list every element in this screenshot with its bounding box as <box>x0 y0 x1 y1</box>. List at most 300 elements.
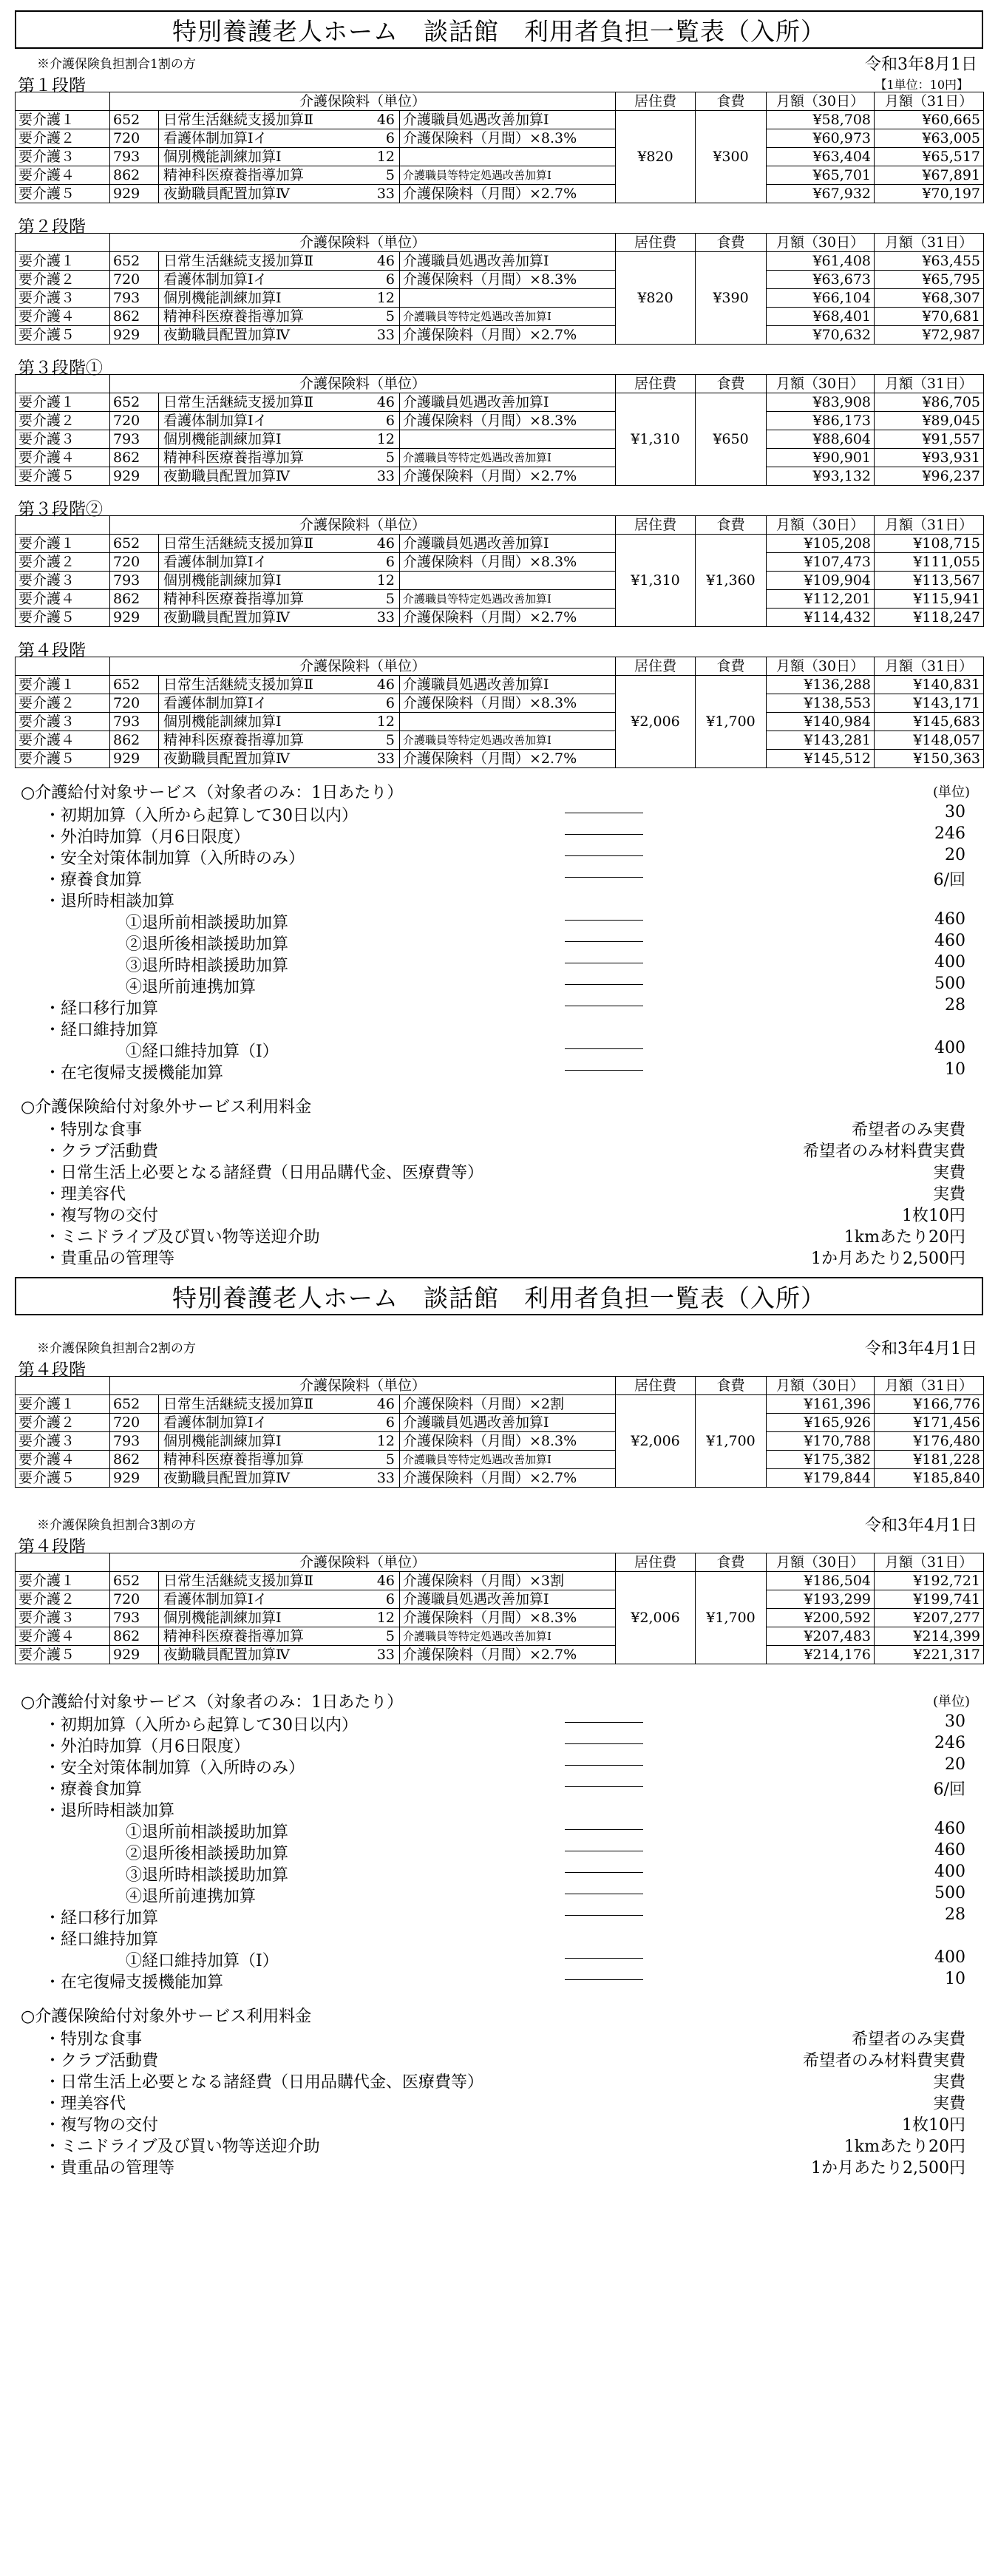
monthly-30-value: ¥179,844 <box>767 1469 875 1488</box>
service-value: 30 <box>945 803 965 821</box>
other-value: 実費 <box>932 2073 965 2092</box>
monthly-31-value: ¥70,197 <box>875 185 984 203</box>
list-item <box>15 1797 983 1819</box>
monthly-31-value: ¥181,228 <box>875 1451 984 1469</box>
addition-name: 個別機能訓練加算Ⅰ <box>163 1433 282 1449</box>
addition-points: 12 <box>376 572 395 589</box>
addition-name: 夜勤職員配置加算Ⅳ <box>163 609 290 626</box>
header-monthly-30: 月額（30日） <box>767 1377 875 1395</box>
table-row <box>16 129 984 148</box>
care-level: 要介護２ <box>16 271 110 289</box>
addition-points: 12 <box>376 1433 395 1449</box>
addition-item <box>159 694 400 713</box>
leader-line <box>565 1958 643 1959</box>
service-label: ・安全対策体制加算（入所時のみ） <box>44 1759 305 1777</box>
addition-points: 6 <box>385 130 395 146</box>
care-level: 要介護３ <box>16 289 110 308</box>
addition-points: 12 <box>376 290 395 306</box>
service-value: 20 <box>945 1755 965 1774</box>
table-row <box>16 1627 984 1646</box>
leader-line <box>565 855 643 856</box>
header-food: 食費 <box>696 516 767 535</box>
care-level: 要介護１ <box>16 393 110 412</box>
table-row <box>16 553 984 572</box>
list-item <box>15 2133 983 2155</box>
table-row <box>16 1451 984 1469</box>
other-value: 1枚10円 <box>902 1207 965 1225</box>
addition-name: 看護体制加算Ⅰイ <box>163 271 268 288</box>
addition-points: 5 <box>385 167 395 183</box>
base-points: 652 <box>110 1395 159 1414</box>
addition-item <box>159 1432 400 1451</box>
addition-item <box>159 430 400 449</box>
addition-rate: 介護職員処遇改善加算Ⅰ <box>400 535 616 553</box>
base-points: 793 <box>110 1609 159 1627</box>
document-title: 特別養護老人ホーム 談話館 利用者負担一覧表（入所） <box>15 1277 983 1315</box>
addition-points: 33 <box>376 468 395 484</box>
monthly-31-value: ¥207,277 <box>875 1609 984 1627</box>
service-value: 500 <box>934 975 965 993</box>
other-services-list <box>15 1091 983 1267</box>
addition-name: 日常生活継続支援加算Ⅱ <box>163 1573 313 1589</box>
leader-line <box>565 1786 643 1787</box>
monthly-31-value: ¥118,247 <box>875 609 984 627</box>
base-points: 862 <box>110 590 159 609</box>
other-label: ・ミニドライブ及び買い物等送迎介助 <box>44 1228 320 1247</box>
list-item <box>15 1116 983 1138</box>
other-label: ・日常生活上必要となる諸経費（日用品購代金、医療費等） <box>44 1164 484 1182</box>
addition-rate: 介護保険料（月間）×2.7% <box>400 326 616 345</box>
header-residence: 居住費 <box>616 234 696 252</box>
service-value: 500 <box>934 1884 965 1902</box>
service-value: 30 <box>945 1712 965 1731</box>
monthly-30-value: ¥63,404 <box>767 148 875 166</box>
stage-label: 第３段階① <box>18 359 103 378</box>
addition-points: 5 <box>385 308 395 325</box>
food-fee: ¥1,360 <box>696 535 767 627</box>
addition-rate: 介護職員等特定処遇改善加算Ⅰ <box>400 731 616 750</box>
addition-item <box>159 393 400 412</box>
list-item <box>15 1202 983 1224</box>
stage-section <box>15 636 983 768</box>
other-label: ・クラブ活動費 <box>44 2052 159 2070</box>
residence-fee: ¥1,310 <box>616 535 696 627</box>
service-value: 246 <box>934 824 965 843</box>
service-value: 400 <box>934 1948 965 1967</box>
services-unit: (単位) <box>932 784 970 800</box>
addition-points: 33 <box>376 186 395 202</box>
list-item <box>15 1060 983 1081</box>
addition-name: 日常生活継続支援加算Ⅱ <box>163 535 313 552</box>
service-label: ①退所前相談援助加算 <box>126 914 289 932</box>
leader-line <box>565 1829 643 1830</box>
list-item <box>15 1733 983 1755</box>
stage-label: 第４段階 <box>18 1537 86 1556</box>
monthly-30-value: ¥207,483 <box>767 1627 875 1646</box>
addition-rate: 介護保険料（月間）×2.7% <box>400 1469 616 1488</box>
service-value: 400 <box>934 1039 965 1057</box>
header-monthly-31: 月額（31日） <box>875 516 984 535</box>
addition-item <box>159 326 400 345</box>
addition-name: 日常生活継続支援加算Ⅱ <box>163 677 313 693</box>
table-row <box>16 1590 984 1609</box>
addition-rate: 介護職員等特定処遇改善加算Ⅰ <box>400 449 616 467</box>
service-value: 246 <box>934 1734 965 1752</box>
other-value: 実費 <box>932 1185 965 1204</box>
monthly-30-value: ¥86,173 <box>767 412 875 430</box>
addition-rate: 介護職員等特定処遇改善加算Ⅰ <box>400 308 616 326</box>
table-header-row <box>16 657 984 676</box>
addition-name: 精神科医療養指導加算 <box>163 167 305 183</box>
list-item <box>15 1138 983 1159</box>
other-label: ・貴重品の管理等 <box>44 1250 175 1268</box>
header-insurance: 介護保険料（単位） <box>110 375 616 393</box>
header-insurance: 介護保険料（単位） <box>110 234 616 252</box>
addition-rate: 介護保険料（月間）×8.3% <box>400 412 616 430</box>
care-level: 要介護４ <box>16 308 110 326</box>
addition-points: 6 <box>385 1591 395 1607</box>
other-label: ・特別な食事 <box>44 2030 143 2049</box>
services-header: ○介護給付対象サービス（対象者のみ：1日あたり） <box>21 1693 404 1712</box>
table-row <box>16 694 984 713</box>
monthly-31-value: ¥63,005 <box>875 129 984 148</box>
base-points: 929 <box>110 326 159 345</box>
other-label: ・貴重品の管理等 <box>44 2159 175 2177</box>
base-points: 862 <box>110 1451 159 1469</box>
monthly-31-value: ¥89,045 <box>875 412 984 430</box>
addition-name: 夜勤職員配置加算Ⅳ <box>163 186 290 202</box>
food-fee: ¥1,700 <box>696 1572 767 1664</box>
addition-rate: 介護保険料（月間）×8.3% <box>400 271 616 289</box>
base-points: 929 <box>110 750 159 768</box>
table-row <box>16 731 984 750</box>
list-item <box>15 845 983 867</box>
addition-points: 5 <box>385 732 395 748</box>
addition-points: 46 <box>376 253 395 269</box>
monthly-31-value: ¥93,931 <box>875 449 984 467</box>
addition-name: 個別機能訓練加算Ⅰ <box>163 431 282 447</box>
care-level: 要介護４ <box>16 1627 110 1646</box>
addition-name: 精神科医療養指導加算 <box>163 1451 305 1468</box>
list-item <box>15 1969 983 1990</box>
service-value: 460 <box>934 1841 965 1860</box>
leader-line <box>565 1743 643 1744</box>
monthly-30-value: ¥136,288 <box>767 676 875 694</box>
header-monthly-31: 月額（31日） <box>875 375 984 393</box>
table-row <box>16 430 984 449</box>
list-item <box>15 1038 983 1060</box>
stage-label: 第３段階② <box>18 500 103 519</box>
addition-name: 夜勤職員配置加算Ⅳ <box>163 1470 290 1486</box>
base-points: 929 <box>110 185 159 203</box>
header-monthly-31: 月額（31日） <box>875 234 984 252</box>
monthly-30-value: ¥114,432 <box>767 609 875 627</box>
service-label: ③退所時相談援助加算 <box>126 957 289 975</box>
food-fee: ¥1,700 <box>696 676 767 768</box>
monthly-30-value: ¥200,592 <box>767 1609 875 1627</box>
monthly-31-value: ¥171,456 <box>875 1414 984 1432</box>
list-item <box>15 1948 983 1969</box>
addition-rate: 介護保険料（月間）×8.3% <box>400 129 616 148</box>
list-item <box>15 867 983 888</box>
addition-points: 33 <box>376 327 395 343</box>
document-date: 令和3年4月1日 <box>865 1516 977 1535</box>
monthly-31-value: ¥111,055 <box>875 553 984 572</box>
service-label: ・療養食加算 <box>44 1780 143 1799</box>
stage-section <box>15 212 983 345</box>
addition-points: 12 <box>376 431 395 447</box>
addition-rate: 介護職員処遇改善加算Ⅰ <box>400 111 616 129</box>
table-row <box>16 148 984 166</box>
monthly-31-value: ¥176,480 <box>875 1432 984 1451</box>
service-label: ②退所後相談援助加算 <box>126 935 289 954</box>
list-item <box>15 1819 983 1840</box>
monthly-30-value: ¥83,908 <box>767 393 875 412</box>
base-points: 929 <box>110 609 159 627</box>
monthly-31-value: ¥115,941 <box>875 590 984 609</box>
fee-table <box>15 1376 984 1488</box>
addition-name: 個別機能訓練加算Ⅰ <box>163 572 282 589</box>
addition-rate: 介護保険料（月間）×2.7% <box>400 1646 616 1664</box>
addition-points: 5 <box>385 1628 395 1644</box>
monthly-30-value: ¥60,973 <box>767 129 875 148</box>
leader-line <box>565 941 643 942</box>
care-level: 要介護５ <box>16 326 110 345</box>
addition-rate: 介護保険料（月間）×8.3% <box>400 1609 616 1627</box>
header-monthly-30: 月額（30日） <box>767 657 875 676</box>
monthly-30-value: ¥143,281 <box>767 731 875 750</box>
service-value: 6/回 <box>933 871 965 889</box>
addition-name: 日常生活継続支援加算Ⅱ <box>163 253 313 269</box>
addition-item <box>159 590 400 609</box>
table-row <box>16 590 984 609</box>
other-value: 1か月あたり2,500円 <box>811 2159 965 2177</box>
addition-item <box>159 271 400 289</box>
burden-note: ※介護保険負担割合1割の方 <box>37 57 196 72</box>
list-item <box>15 2112 983 2133</box>
base-points: 929 <box>110 1469 159 1488</box>
service-label: ①経口維持加算（Ⅰ） <box>126 1043 279 1061</box>
addition-item <box>159 1451 400 1469</box>
service-value: 460 <box>934 910 965 929</box>
residence-fee: ¥820 <box>616 111 696 203</box>
list-item <box>15 1181 983 1202</box>
service-value: 28 <box>945 1905 965 1924</box>
list-item <box>15 1840 983 1862</box>
care-level: 要介護１ <box>16 1572 110 1590</box>
monthly-30-value: ¥105,208 <box>767 535 875 553</box>
service-value: 20 <box>945 846 965 864</box>
service-label: ・療養食加算 <box>44 871 143 889</box>
monthly-30-value: ¥161,396 <box>767 1395 875 1414</box>
header-insurance: 介護保険料（単位） <box>110 516 616 535</box>
addition-name: 夜勤職員配置加算Ⅳ <box>163 468 290 484</box>
header-insurance: 介護保険料（単位） <box>110 92 616 111</box>
header-monthly-31: 月額（31日） <box>875 1553 984 1572</box>
addition-points: 46 <box>376 677 395 693</box>
monthly-30-value: ¥214,176 <box>767 1646 875 1664</box>
leader-line <box>565 984 643 985</box>
burden-note: ※介護保険負担割合3割の方 <box>37 1518 196 1533</box>
monthly-31-value: ¥140,831 <box>875 676 984 694</box>
care-level: 要介護４ <box>16 731 110 750</box>
care-level: 要介護５ <box>16 467 110 486</box>
addition-item <box>159 676 400 694</box>
addition-rate: 介護保険料（月間）×3割 <box>400 1572 616 1590</box>
leader-line <box>565 1765 643 1766</box>
service-label: ・在宅復帰支援機能加算 <box>44 1973 224 1992</box>
monthly-30-value: ¥170,788 <box>767 1432 875 1451</box>
monthly-31-value: ¥143,171 <box>875 694 984 713</box>
addition-name: 夜勤職員配置加算Ⅳ <box>163 1647 290 1663</box>
base-points: 720 <box>110 694 159 713</box>
monthly-30-value: ¥68,401 <box>767 308 875 326</box>
service-label: ②退所後相談援助加算 <box>126 1845 289 1863</box>
header-monthly-30: 月額（30日） <box>767 516 875 535</box>
monthly-31-value: ¥72,987 <box>875 326 984 345</box>
addition-points: 46 <box>376 394 395 410</box>
other-value: 1か月あたり2,500円 <box>811 1250 965 1268</box>
table-row <box>16 1646 984 1664</box>
leader-line <box>565 877 643 878</box>
other-value: 希望者のみ実費 <box>851 1121 965 1139</box>
monthly-30-value: ¥175,382 <box>767 1451 875 1469</box>
list-item <box>15 2090 983 2112</box>
stage-label: 第４段階 <box>18 1360 86 1380</box>
other-label: ・日常生活上必要となる諸経費（日用品購代金、医療費等） <box>44 2073 484 2092</box>
services-unit: (単位) <box>932 1694 970 1709</box>
other-label: ・複写物の交付 <box>44 2116 159 2135</box>
addition-points: 6 <box>385 413 395 429</box>
service-value: 10 <box>945 1060 965 1079</box>
list-item <box>15 974 983 995</box>
other-header: ○介護保険給付対象外サービス利用料金 <box>21 2007 312 2026</box>
header-monthly-30: 月額（30日） <box>767 375 875 393</box>
addition-rate: 介護保険料（月間）×2.7% <box>400 750 616 768</box>
header-residence: 居住費 <box>616 516 696 535</box>
table-row <box>16 1609 984 1627</box>
monthly-30-value: ¥66,104 <box>767 289 875 308</box>
list-item <box>15 1905 983 1926</box>
addition-item <box>159 412 400 430</box>
addition-name: 看護体制加算Ⅰイ <box>163 1591 268 1607</box>
addition-name: 精神科医療養指導加算 <box>163 591 305 607</box>
list-item <box>15 824 983 845</box>
residence-fee: ¥2,006 <box>616 676 696 768</box>
header-residence: 居住費 <box>616 1377 696 1395</box>
header-monthly-30: 月額（30日） <box>767 234 875 252</box>
addition-rate: 介護保険料（月間）×8.3% <box>400 1432 616 1451</box>
base-points: 862 <box>110 1627 159 1646</box>
list-item <box>15 952 983 974</box>
monthly-31-value: ¥145,683 <box>875 713 984 731</box>
care-level: 要介護４ <box>16 1451 110 1469</box>
list-item <box>15 1776 983 1797</box>
addition-item <box>159 553 400 572</box>
addition-item <box>159 1627 400 1646</box>
addition-item <box>159 252 400 271</box>
base-points: 862 <box>110 731 159 750</box>
addition-item <box>159 289 400 308</box>
list-item <box>15 1755 983 1776</box>
care-level: 要介護３ <box>16 1432 110 1451</box>
base-points: 793 <box>110 430 159 449</box>
monthly-31-value: ¥148,057 <box>875 731 984 750</box>
monthly-30-value: ¥107,473 <box>767 553 875 572</box>
addition-name: 夜勤職員配置加算Ⅳ <box>163 327 290 343</box>
addition-rate: 介護保険料（月間）×8.3% <box>400 553 616 572</box>
addition-name: 日常生活継続支援加算Ⅱ <box>163 1396 313 1412</box>
service-value: 400 <box>934 953 965 972</box>
base-points: 720 <box>110 1414 159 1432</box>
food-fee: ¥1,700 <box>696 1395 767 1488</box>
base-points: 720 <box>110 1590 159 1609</box>
header-food: 食費 <box>696 657 767 676</box>
addition-rate <box>400 430 616 449</box>
addition-item <box>159 449 400 467</box>
table-row <box>16 1395 984 1414</box>
monthly-30-value: ¥140,984 <box>767 713 875 731</box>
stage-label: 第４段階 <box>18 641 86 660</box>
monthly-30-value: ¥61,408 <box>767 252 875 271</box>
care-level: 要介護２ <box>16 412 110 430</box>
addition-rate: 介護職員処遇改善加算Ⅰ <box>400 393 616 412</box>
base-points: 793 <box>110 148 159 166</box>
monthly-31-value: ¥96,237 <box>875 467 984 486</box>
other-label: ・特別な食事 <box>44 1121 143 1139</box>
addition-rate: 介護保険料（月間）×2割 <box>400 1395 616 1414</box>
addition-points: 46 <box>376 535 395 552</box>
base-points: 720 <box>110 271 159 289</box>
service-label: ・経口維持加算 <box>44 1931 159 1949</box>
base-points: 929 <box>110 1646 159 1664</box>
base-points: 793 <box>110 713 159 731</box>
care-level: 要介護１ <box>16 252 110 271</box>
addition-points: 6 <box>385 554 395 570</box>
addition-points: 46 <box>376 1573 395 1589</box>
header-residence: 居住費 <box>616 657 696 676</box>
service-label: ・安全対策体制加算（入所時のみ） <box>44 850 305 868</box>
addition-item <box>159 1469 400 1488</box>
service-label: ・外泊時加算（月6日限度） <box>44 1738 250 1756</box>
list-item <box>15 2047 983 2069</box>
base-points: 720 <box>110 412 159 430</box>
header-food: 食費 <box>696 234 767 252</box>
other-label: ・理美容代 <box>44 2095 126 2113</box>
addition-points: 12 <box>376 714 395 730</box>
addition-name: 看護体制加算Ⅰイ <box>163 130 268 146</box>
service-value: 10 <box>945 1970 965 1988</box>
header-food: 食費 <box>696 92 767 111</box>
list-item <box>15 1245 983 1267</box>
service-label: ・経口移行加算 <box>44 1909 159 1928</box>
header-insurance: 介護保険料（単位） <box>110 1377 616 1395</box>
list-item <box>15 995 983 1017</box>
leader-line <box>565 1872 643 1873</box>
addition-name: 看護体制加算Ⅰイ <box>163 554 268 570</box>
other-label: ・ミニドライブ及び買い物等送迎介助 <box>44 2138 320 2156</box>
addition-name: 精神科医療養指導加算 <box>163 450 305 466</box>
document-title: 特別養護老人ホーム 談話館 利用者負担一覧表（入所） <box>15 10 983 49</box>
addition-points: 5 <box>385 591 395 607</box>
addition-points: 5 <box>385 450 395 466</box>
addition-rate: 介護保険料（月間）×8.3% <box>400 694 616 713</box>
monthly-31-value: ¥108,715 <box>875 535 984 553</box>
other-header: ○介護保険給付対象外サービス利用料金 <box>21 1098 312 1116</box>
addition-name: 個別機能訓練加算Ⅰ <box>163 1610 282 1626</box>
care-level: 要介護２ <box>16 1414 110 1432</box>
addition-name: 日常生活継続支援加算Ⅱ <box>163 112 313 128</box>
